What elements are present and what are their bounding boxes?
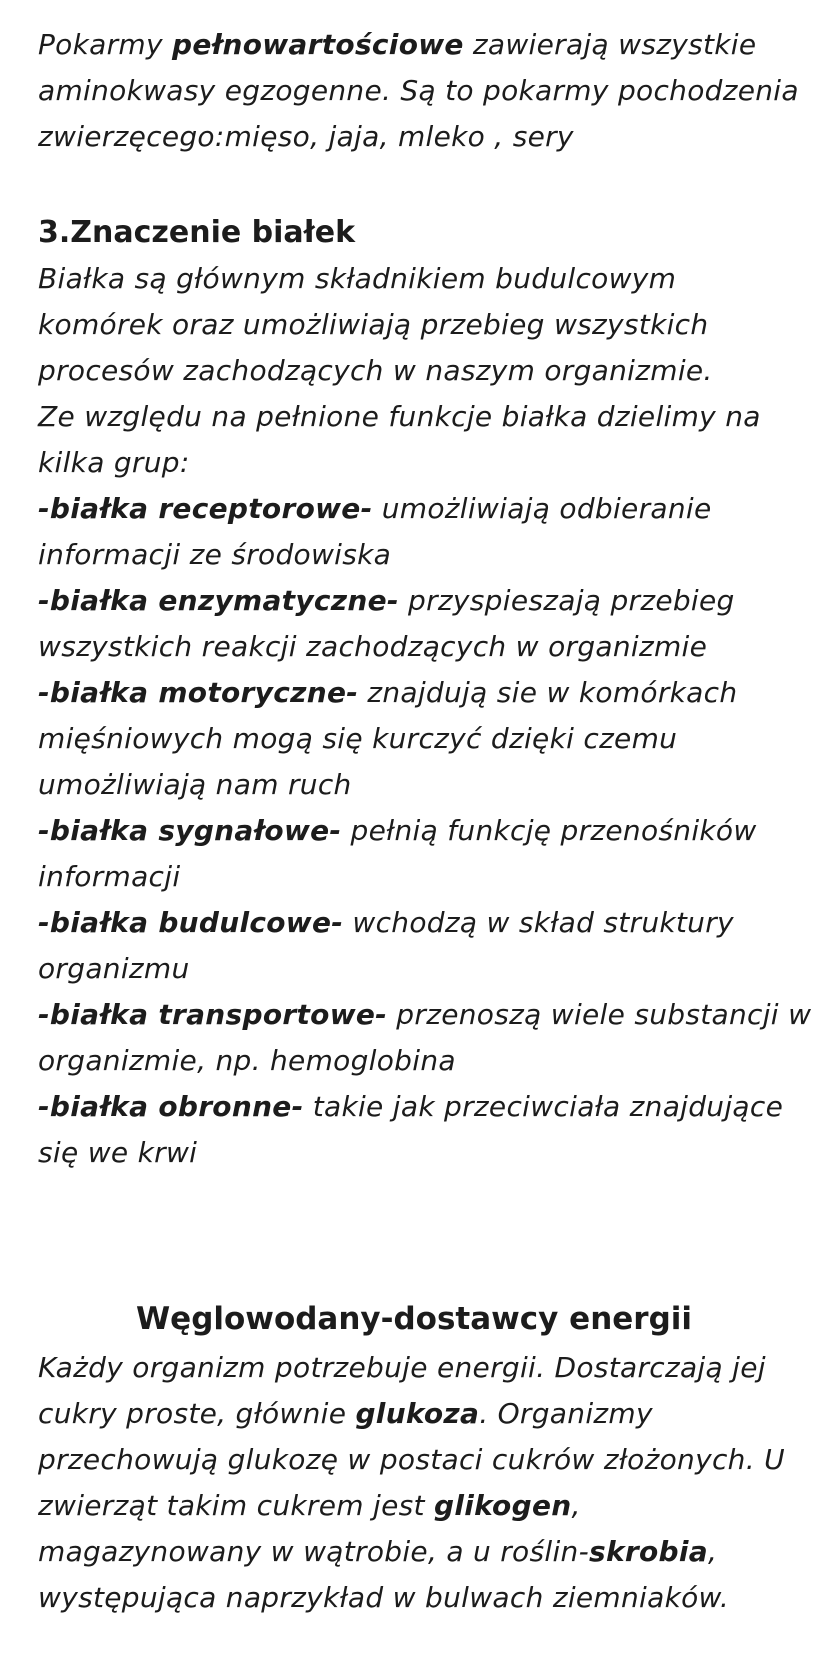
list-item (38, 900, 808, 946)
list-item (38, 670, 808, 716)
bold-term: skrobia (589, 1535, 708, 1568)
list-desc: wchodzą w skład struktury (343, 906, 734, 939)
carbs-line-3: przechowują glukozę w postaci cukrów złożonych. U (38, 1443, 785, 1476)
list-item-cont: się we krwi (38, 1136, 198, 1169)
text: magazynowany w wątrobie, a u roślin- (38, 1535, 589, 1568)
intro-line-3: zwierzęcego:mięso, jaja, mleko , sery (38, 120, 574, 153)
paragraph-line: Białka są głównym składnikiem budulcowym (38, 262, 677, 295)
carbs-line-2 (38, 1391, 808, 1437)
list-term: -białka receptorowe- (38, 492, 373, 525)
carbs-line-5 (38, 1529, 808, 1575)
section-proteins (38, 210, 812, 1176)
text: cukry proste, głównie (38, 1397, 356, 1430)
intro-paragraph (38, 22, 808, 160)
list-term: -białka enzymatyczne- (38, 584, 399, 617)
list-item (38, 486, 808, 532)
carbs-line-4 (38, 1483, 808, 1529)
list-item-cont: informacji (38, 860, 181, 893)
carbs-line-1: Każdy organizm potrzebuje energii. Dostarczają jej (38, 1351, 766, 1384)
list-term: -białka transportowe- (38, 998, 388, 1031)
list-item (38, 808, 808, 854)
section-heading: 3.Znaczenie białek (38, 215, 356, 250)
carbs-paragraph (38, 1345, 808, 1621)
paragraph-line: procesów zachodzących w naszym organizmie. (38, 354, 713, 387)
list-term: -białka obronne- (38, 1090, 304, 1123)
list-term: -białka sygnałowe- (38, 814, 342, 847)
list-item-cont: mięśniowych mogą się kurczyć dzięki czemu (38, 722, 678, 755)
list-item-cont: organizmie, np. hemoglobina (38, 1044, 456, 1077)
list-desc: przyspieszają przebieg (398, 584, 735, 617)
bold-term: pełnowartościowe (172, 28, 464, 61)
text: . Organizmy (479, 1397, 653, 1430)
list-item (38, 1084, 808, 1130)
list-desc: przenoszą wiele substancji w (387, 998, 812, 1031)
list-desc: znajdują sie w komórkach (358, 676, 738, 709)
intro-line-2: aminokwasy egzogenne. Są to pokarmy pochodzenia (38, 74, 799, 107)
list-desc: takie jak przeciwciała znajdujące (303, 1090, 784, 1123)
list-item-cont: organizmu (38, 952, 190, 985)
list-desc: pełnią funkcję przenośników (341, 814, 757, 847)
bold-term: glikogen (434, 1489, 572, 1522)
list-item (38, 578, 808, 624)
list-term: -białka budulcowe- (38, 906, 344, 939)
list-term: -białka motoryczne- (38, 676, 359, 709)
text: zwierząt takim cukrem jest (38, 1489, 434, 1522)
text: , (707, 1535, 718, 1568)
text: Pokarmy (38, 28, 173, 61)
text: , (571, 1489, 581, 1522)
list-item-cont: umożliwiają nam ruch (38, 768, 352, 801)
paragraph-line: Ze względu na pełnione funkcje białka dzielimy na (38, 400, 761, 433)
list-item-cont: wszystkich reakcji zachodzących w organizmie (38, 630, 708, 663)
bold-term: glukoza (355, 1397, 480, 1430)
list-item-cont: informacji ze środowiska (38, 538, 392, 571)
paragraph-line: komórek oraz umożliwiają przebieg wszystkich (38, 308, 709, 341)
intro-line-1 (38, 22, 808, 68)
list-desc: umożliwiają odbieranie (372, 492, 712, 525)
carbs-heading: Węglowodany-dostawcy energii (135, 1301, 693, 1337)
paragraph-line: kilka grup: (38, 446, 190, 479)
carbs-line-6: występująca naprzykład w bulwach ziemniaków. (38, 1581, 730, 1614)
text: zawierają wszystkie (463, 28, 757, 61)
list-item (38, 992, 812, 1038)
